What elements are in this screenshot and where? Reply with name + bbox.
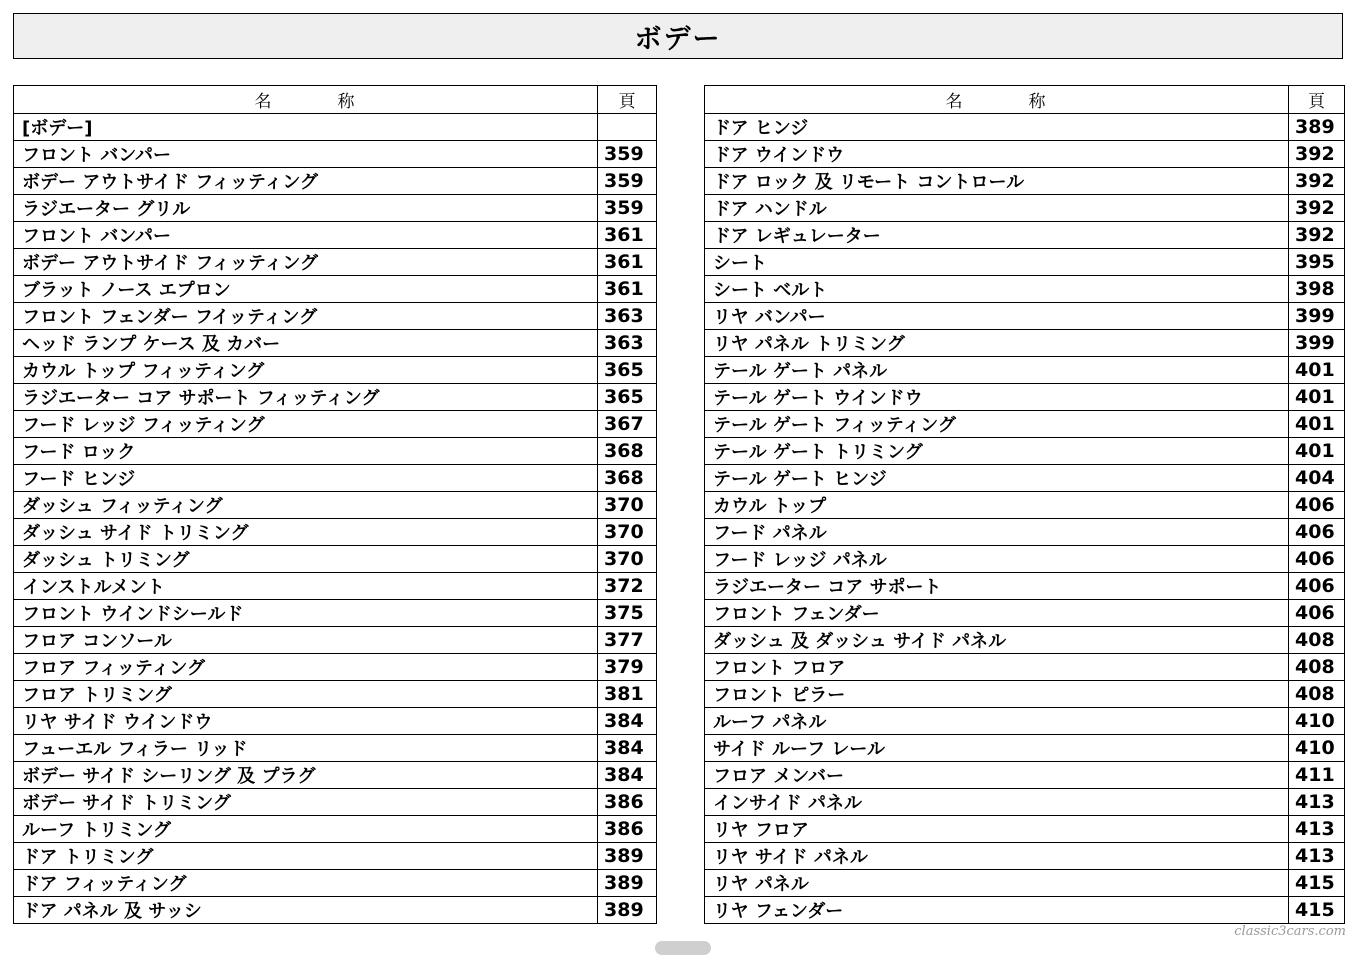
page-number-cell: 406 — [1289, 573, 1345, 600]
part-name-cell: ブラット ノース エプロン — [14, 276, 598, 303]
table-row — [14, 384, 657, 411]
table-row — [14, 546, 657, 573]
table-row — [705, 708, 1345, 735]
page-number-cell: 370 — [598, 546, 657, 573]
part-name-cell: フード ロック — [14, 438, 598, 465]
left-header-row — [14, 86, 657, 114]
table-row — [14, 357, 657, 384]
page-number-cell: 401 — [1289, 384, 1345, 411]
page-number-cell: 401 — [1289, 438, 1345, 465]
part-name-cell: ドア ロック 及 リモート コントロール — [705, 168, 1289, 195]
page-number-cell: 361 — [598, 249, 657, 276]
table-row — [705, 816, 1345, 843]
table-row — [14, 411, 657, 438]
page-number-cell: 389 — [1289, 114, 1345, 141]
part-name-cell: フード レッジ パネル — [705, 546, 1289, 573]
page-number-cell: 359 — [598, 141, 657, 168]
page-number-cell: 415 — [1289, 870, 1345, 897]
part-name-cell: テール ゲート ヒンジ — [705, 465, 1289, 492]
page-number-cell: 408 — [1289, 681, 1345, 708]
table-row — [705, 195, 1345, 222]
page-number-cell: 365 — [598, 357, 657, 384]
page-number-cell: 404 — [1289, 465, 1345, 492]
part-name-cell: ダッシュ サイド トリミング — [14, 519, 598, 546]
table-row — [14, 600, 657, 627]
part-name-cell: フロント ピラー — [705, 681, 1289, 708]
table-row — [14, 438, 657, 465]
part-name-cell: ドア ウインドウ — [705, 141, 1289, 168]
table-row — [705, 870, 1345, 897]
table-row — [705, 222, 1345, 249]
table-row — [705, 330, 1345, 357]
part-name-cell: フード レッジ フィッティング — [14, 411, 598, 438]
part-name-cell: リヤ サイド パネル — [705, 843, 1289, 870]
page-number-cell: 395 — [1289, 249, 1345, 276]
table-row — [705, 492, 1345, 519]
page-number-cell: 413 — [1289, 789, 1345, 816]
table-row — [705, 141, 1345, 168]
page-number-cell: 386 — [598, 816, 657, 843]
part-name-cell: シート ベルト — [705, 276, 1289, 303]
part-name-cell: リヤ フロア — [705, 816, 1289, 843]
part-name-cell: フロア メンバー — [705, 762, 1289, 789]
part-name-cell: フロント フロア — [705, 654, 1289, 681]
table-row — [705, 897, 1345, 924]
page-number-cell: 406 — [1289, 519, 1345, 546]
page-number-cell: 384 — [598, 708, 657, 735]
part-name-cell: ドア フィッティング — [14, 870, 598, 897]
table-row — [14, 141, 657, 168]
part-name-cell: ボデー サイド シーリング 及 プラグ — [14, 762, 598, 789]
page-number-cell: 361 — [598, 276, 657, 303]
table-row — [705, 627, 1345, 654]
table-row — [14, 654, 657, 681]
part-name-cell: フード パネル — [705, 519, 1289, 546]
table-row — [705, 438, 1345, 465]
table-row — [14, 843, 657, 870]
table-row — [14, 762, 657, 789]
page-number-cell: 392 — [1289, 222, 1345, 249]
part-name-cell: テール ゲート トリミング — [705, 438, 1289, 465]
page-number-cell: 406 — [1289, 600, 1345, 627]
page-number-cell: 379 — [598, 654, 657, 681]
page-title: ボデー — [634, 23, 722, 55]
part-name-cell: フロア フィッティング — [14, 654, 598, 681]
table-row — [705, 654, 1345, 681]
table-row — [705, 762, 1345, 789]
page-number-tab — [655, 941, 711, 955]
part-name-cell: ドア パネル 及 サッシ — [14, 897, 598, 924]
part-name-cell: リヤ パネル トリミング — [705, 330, 1289, 357]
page-number-cell: 398 — [1289, 276, 1345, 303]
table-row — [705, 249, 1345, 276]
part-name-cell: ラジエーター コア サポート フィッティング — [14, 384, 598, 411]
part-name-cell: ボデー サイド トリミング — [14, 789, 598, 816]
table-row — [14, 708, 657, 735]
page-number-cell: 410 — [1289, 708, 1345, 735]
table-row — [14, 735, 657, 762]
part-name-cell: フード ヒンジ — [14, 465, 598, 492]
table-row — [705, 465, 1345, 492]
page-number-cell: 413 — [1289, 843, 1345, 870]
table-row — [14, 681, 657, 708]
table-row — [14, 330, 657, 357]
part-name-cell: フロア コンソール — [14, 627, 598, 654]
page-number-cell: 359 — [598, 195, 657, 222]
page-number-cell: 415 — [1289, 897, 1345, 924]
table-row — [14, 303, 657, 330]
page-number-cell: 381 — [598, 681, 657, 708]
table-row — [14, 897, 657, 924]
table-row — [705, 735, 1345, 762]
part-name-cell: テール ゲート ウインドウ — [705, 384, 1289, 411]
part-name-cell: ボデー アウトサイド フィッティング — [14, 249, 598, 276]
right-index-table — [704, 85, 1345, 924]
table-row — [705, 681, 1345, 708]
table-row — [14, 276, 657, 303]
right-header-row — [705, 86, 1345, 114]
part-name-cell: ラジエーター コア サポート — [705, 573, 1289, 600]
page-number-cell: 392 — [1289, 141, 1345, 168]
part-name-cell: カウル トップ フィッティング — [14, 357, 598, 384]
part-name-cell: ドア トリミング — [14, 843, 598, 870]
part-name-cell: フロント バンパー — [14, 222, 598, 249]
table-row — [705, 114, 1345, 141]
page-number-cell: 372 — [598, 573, 657, 600]
page-number-cell: 389 — [598, 843, 657, 870]
table-row — [705, 357, 1345, 384]
table-row — [14, 573, 657, 600]
part-name-cell: フロント ウインドシールド — [14, 600, 598, 627]
page-number-cell: 365 — [598, 384, 657, 411]
page-column-header: 頁 — [1289, 86, 1345, 114]
table-row — [14, 114, 657, 141]
page-number-cell — [598, 114, 657, 141]
page-number-cell: 406 — [1289, 492, 1345, 519]
part-name-cell: ルーフ トリミング — [14, 816, 598, 843]
page-number-cell: 411 — [1289, 762, 1345, 789]
table-row — [14, 816, 657, 843]
page-number-cell: 401 — [1289, 411, 1345, 438]
table-row — [705, 789, 1345, 816]
table-row — [14, 870, 657, 897]
table-row — [14, 168, 657, 195]
page-number-cell: 363 — [598, 303, 657, 330]
table-row — [14, 789, 657, 816]
page-number-cell: 368 — [598, 438, 657, 465]
table-row — [705, 303, 1345, 330]
part-name-cell: ドア ヒンジ — [705, 114, 1289, 141]
page-number-cell: 392 — [1289, 195, 1345, 222]
table-row — [705, 411, 1345, 438]
page-number-cell: 370 — [598, 519, 657, 546]
part-name-cell: ダッシュ 及 ダッシュ サイド パネル — [705, 627, 1289, 654]
part-name-cell: リヤ バンパー — [705, 303, 1289, 330]
page-number-cell: 392 — [1289, 168, 1345, 195]
page-column-header: 頁 — [598, 86, 657, 114]
page-number-cell: 399 — [1289, 303, 1345, 330]
page-number-cell: 384 — [598, 762, 657, 789]
page-number-cell: 363 — [598, 330, 657, 357]
table-row — [705, 843, 1345, 870]
table-row — [705, 276, 1345, 303]
page-number-cell: 368 — [598, 465, 657, 492]
page-number-cell: 384 — [598, 735, 657, 762]
part-name-cell: リヤ サイド ウインドウ — [14, 708, 598, 735]
page-number-cell: 377 — [598, 627, 657, 654]
page-number-cell: 408 — [1289, 627, 1345, 654]
part-name-cell: フロア トリミング — [14, 681, 598, 708]
part-name-cell: ドア レギュレーター — [705, 222, 1289, 249]
part-name-cell: ボデー アウトサイド フィッティング — [14, 168, 598, 195]
table-row — [705, 600, 1345, 627]
page-number-cell: 367 — [598, 411, 657, 438]
page-number-cell: 375 — [598, 600, 657, 627]
part-name-cell: リヤ フェンダー — [705, 897, 1289, 924]
part-name-cell: カウル トップ — [705, 492, 1289, 519]
table-row — [705, 546, 1345, 573]
page-number-cell: 399 — [1289, 330, 1345, 357]
table-row — [14, 627, 657, 654]
part-name-cell: フロント バンパー — [14, 141, 598, 168]
part-name-cell: インストルメント — [14, 573, 598, 600]
table-row — [14, 195, 657, 222]
page-number-cell: 408 — [1289, 654, 1345, 681]
left-index-table — [13, 85, 657, 924]
name-column-header: 名 称 — [705, 86, 1289, 114]
page-number-cell: 386 — [598, 789, 657, 816]
part-name-cell: フロント フェンダー フイッティング — [14, 303, 598, 330]
part-name-cell: テール ゲート フィッティング — [705, 411, 1289, 438]
table-row — [705, 384, 1345, 411]
table-row — [705, 519, 1345, 546]
table-row — [14, 249, 657, 276]
page-number-cell: 389 — [598, 870, 657, 897]
part-name-cell: シート — [705, 249, 1289, 276]
table-row — [14, 222, 657, 249]
table-row — [705, 168, 1345, 195]
table-row — [14, 519, 657, 546]
part-name-cell: [ボデー] — [14, 114, 598, 141]
page-number-cell: 389 — [598, 897, 657, 924]
part-name-cell: ドア ハンドル — [705, 195, 1289, 222]
part-name-cell: インサイド パネル — [705, 789, 1289, 816]
part-name-cell: リヤ パネル — [705, 870, 1289, 897]
part-name-cell: ラジエーター グリル — [14, 195, 598, 222]
name-column-header: 名 称 — [14, 86, 598, 114]
page-title-box — [13, 13, 1343, 59]
table-row — [14, 465, 657, 492]
part-name-cell: フロント フェンダー — [705, 600, 1289, 627]
page-number-cell: 359 — [598, 168, 657, 195]
page-number-cell: 361 — [598, 222, 657, 249]
table-row — [705, 573, 1345, 600]
part-name-cell: ダッシュ フィッティング — [14, 492, 598, 519]
page-number-cell: 370 — [598, 492, 657, 519]
part-name-cell: ヘッド ランプ ケース 及 カバー — [14, 330, 598, 357]
part-name-cell: テール ゲート パネル — [705, 357, 1289, 384]
part-name-cell: サイド ルーフ レール — [705, 735, 1289, 762]
part-name-cell: フューエル フィラー リッド — [14, 735, 598, 762]
table-row — [14, 492, 657, 519]
page-number-cell: 401 — [1289, 357, 1345, 384]
page-number-cell: 413 — [1289, 816, 1345, 843]
part-name-cell: ダッシュ トリミング — [14, 546, 598, 573]
watermark: classic3cars.com — [1234, 924, 1346, 939]
page-number-cell: 406 — [1289, 546, 1345, 573]
part-name-cell: ルーフ パネル — [705, 708, 1289, 735]
page-number-cell: 410 — [1289, 735, 1345, 762]
